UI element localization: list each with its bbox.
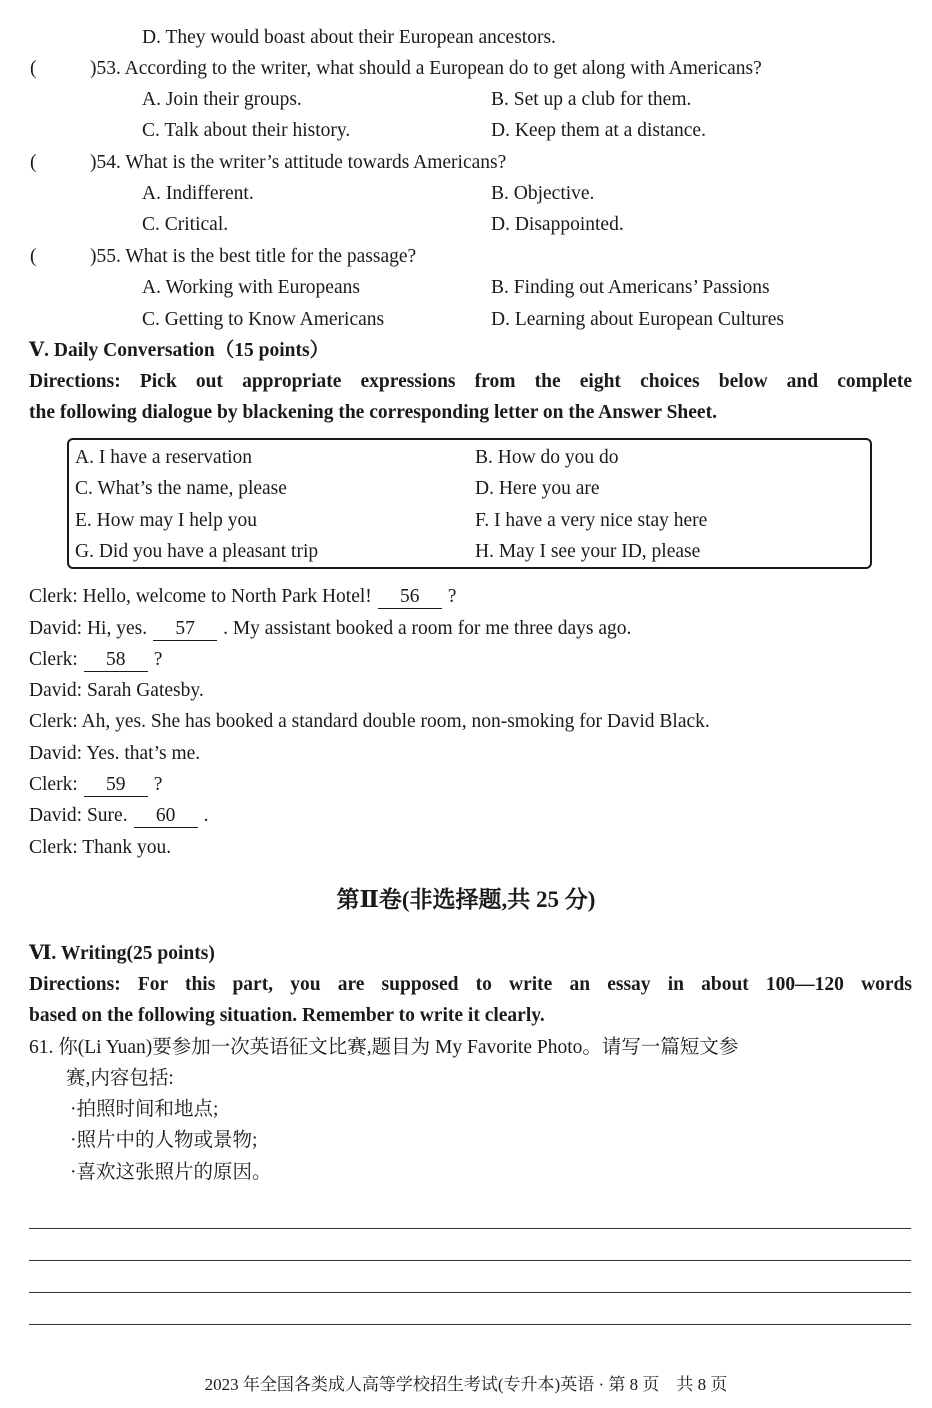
choice-d: D. Here you are: [475, 478, 600, 499]
part-2-title: 第Ⅱ卷(非选择题,共 25 分): [336, 887, 596, 912]
page-footer: 2023 年全国各类成人高等学校招生考试(专升本)英语 · 第 8 页 共 8 页: [204, 1375, 728, 1394]
option-d: D. Keep them at a distance.: [491, 120, 706, 141]
choice-f: F. I have a very nice stay here: [475, 510, 708, 531]
prompt-bullet: ·照片中的人物或景物;: [70, 1130, 258, 1151]
writing-line[interactable]: [29, 1228, 911, 1229]
answer-blank[interactable]: 60: [134, 805, 198, 828]
writing-line[interactable]: [29, 1260, 911, 1261]
prompt-bullet: ·拍照时间和地点;: [70, 1099, 219, 1120]
dialogue-line: David: Yes. that’s me.: [29, 743, 201, 764]
writing-prompt-line-1: 61. 你(Li Yuan)要参加一次英语征文比赛,题目为 My Favorite Photo。请写一篇短文参: [29, 1037, 739, 1058]
section-5-directions-line-2: the following dialogue by blackening the corresponding letter on the Answer Sheet.: [29, 402, 717, 423]
option-d: D. Disappointed.: [491, 214, 624, 235]
option-a: A. Working with Europeans: [142, 277, 360, 298]
question-stem: )53. According to the writer, what should a European do to get along with Americans?: [90, 58, 762, 79]
section-5-directions-line-1: Directions: Pick out appropriate expressions from the eight choices below and complete: [29, 371, 912, 392]
dialogue-line: Clerk: 59 ?: [29, 774, 163, 795]
answer-blank[interactable]: 56: [378, 586, 442, 609]
answer-paren: (: [30, 246, 37, 267]
option-a: A. Join their groups.: [142, 89, 302, 110]
section-6-heading: Ⅵ. Writing(25 points): [29, 943, 215, 964]
section-6-directions-line-1: Directions: For this part, you are supposed to write an essay in about 100—120 words: [29, 974, 912, 995]
choice-a: A. I have a reservation: [75, 447, 253, 468]
option-c: C. Critical.: [142, 214, 229, 235]
dialogue-line: Clerk: Hello, welcome to North Park Hotel! 56 ?: [29, 586, 457, 607]
dialogue-line: David: Sarah Gatesby.: [29, 680, 204, 701]
question-stem: )55. What is the best title for the passage?: [90, 246, 417, 267]
option-b: B. Finding out Americans’ Passions: [491, 277, 770, 298]
q52-option-d: D. They would boast about their European ancestors.: [142, 27, 556, 48]
writing-line[interactable]: [29, 1324, 911, 1325]
question-stem: )54. What is the writer’s attitude towards Americans?: [90, 152, 507, 173]
writing-prompt-line-2: 赛,内容包括:: [66, 1068, 174, 1089]
prompt-bullet: ·喜欢这张照片的原因。: [70, 1162, 272, 1183]
choice-e: E. How may I help you: [75, 510, 257, 531]
section-5-heading: Ⅴ. Daily Conversation（15 points）: [29, 340, 330, 361]
dialogue-line: Clerk: Ah, yes. She has booked a standard double room, non-smoking for David Black.: [29, 711, 710, 732]
choice-c: C. What’s the name, please: [75, 478, 287, 499]
dialogue-line: David: Sure. 60 .: [29, 805, 209, 826]
dialogue-line: Clerk: Thank you.: [29, 837, 172, 858]
choice-g: G. Did you have a pleasant trip: [75, 541, 319, 562]
dialogue-line: David: Hi, yes. 57 . My assistant booked a room for me three days ago.: [29, 618, 632, 639]
answer-blank[interactable]: 59: [84, 774, 148, 797]
section-6-directions-line-2: based on the following situation. Remember to write it clearly.: [29, 1005, 545, 1026]
option-c: C. Talk about their history.: [142, 120, 351, 141]
choice-h: H. May I see your ID, please: [475, 541, 701, 562]
answer-paren: (: [30, 58, 37, 79]
option-b: B. Set up a club for them.: [491, 89, 692, 110]
answer-blank[interactable]: 58: [84, 649, 148, 672]
option-b: B. Objective.: [491, 183, 595, 204]
option-d: D. Learning about European Cultures: [491, 309, 784, 330]
option-a: A. Indifferent.: [142, 183, 254, 204]
option-c: C. Getting to Know Americans: [142, 309, 385, 330]
answer-paren: (: [30, 152, 37, 173]
choice-b: B. How do you do: [475, 447, 619, 468]
writing-line[interactable]: [29, 1292, 911, 1293]
answer-blank[interactable]: 57: [153, 618, 217, 641]
dialogue-line: Clerk: 58 ?: [29, 649, 163, 670]
